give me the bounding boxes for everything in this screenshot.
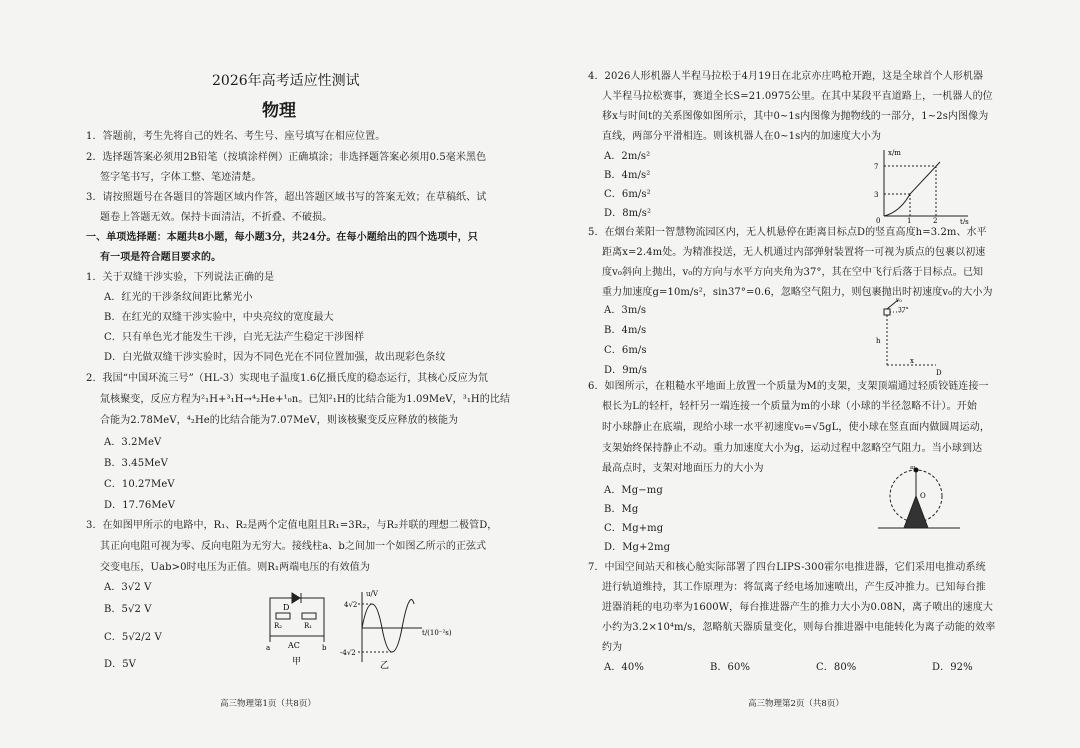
right-page <box>540 0 1080 748</box>
subject-title: 物理 <box>262 101 296 121</box>
option: B．4m/s <box>604 325 647 336</box>
page-footer: 高三物理第1页（共8页） <box>220 699 316 709</box>
question-stem: 移x与时间t的关系图像如图所示，其中0~1s内图像为抛物线的一部分，1~2s内图像为 <box>602 111 989 122</box>
question4-figure <box>870 146 978 224</box>
question-stem: 支架始终保持静止不动。重力加速度大小为g，运动过程中忽略空气阻力。当小球到达 <box>602 443 983 454</box>
question-stem: 根长为L的轻杆，轻杆另一端连接一个质量为m的小球（小球的半径忽略不计）。开始 <box>602 401 977 412</box>
tick-label: 7 <box>874 163 879 171</box>
instruction-line: 2．选择题答案必须用2B铅笔（按填涂样例）正确填涂；非选择题答案必须用0.5毫米黑色 <box>86 152 487 163</box>
terminal-b-label: b <box>322 644 327 652</box>
ac-source-label: AC <box>288 641 300 650</box>
option: B．Mg <box>604 504 639 515</box>
tick-label: 1 <box>907 217 912 224</box>
question-stem: 度v₀斜向上抛出，v₀的方向与水平方向夹角为37°，其在空中飞行后落于目标点。已知 <box>602 267 984 278</box>
figure-jia-label: 甲 <box>292 657 302 667</box>
instruction-line: 签字笔书写，字体工整、笔迹清楚。 <box>100 172 262 183</box>
option: C．6m/s <box>604 345 647 356</box>
question-stem: 其正向电阻可视为零、反向电阻为无穷大。接线柱a、b之间加一个如图乙所示的正弦式 <box>100 541 487 552</box>
page-footer: 高三物理第2页（共8页） <box>748 699 844 709</box>
terminal-a-label: a <box>266 644 271 652</box>
question-stem: 1．关于双缝干涉实验，下列说法正确的是 <box>86 272 275 283</box>
option: B．在红光的双缝干涉实验中，中央亮纹的宽度最大 <box>104 312 334 323</box>
question-stem: 人半程马拉松赛事，赛道全长S=21.0975公里。在其中某段平直道路上，一机器人的位 <box>602 91 993 102</box>
section-heading: 有一项是符合题目要求的。 <box>100 252 222 263</box>
option: D．5V <box>104 659 137 670</box>
question-stem: 小约为3.2×10⁴m/s，忽略航天器质量变化，则每台推进器中电能转化为离子动能的效率 <box>602 622 996 633</box>
option: A．3√2 V <box>104 582 152 593</box>
option: A．3.2MeV <box>104 437 162 448</box>
question-stem: 2．我国“中国环流三号”（HL-3）实现电子温度1.6亿摄氏度的稳态运行，其核心反应为氘 <box>86 373 488 384</box>
sine-graph <box>358 592 422 662</box>
question-stem: 距离x=2.4m处。为精准投送，无人机通过内部弹射装置将一可视为质点的包裹以初速 <box>602 247 986 258</box>
question-stem: 合能为2.78MeV，⁴₂He的比结合能为7.07MeV，则该核聚变反应释放的核能为 <box>100 415 459 426</box>
graph-x-label: t/s <box>960 218 969 224</box>
question-stem: 最高点时，支架对地面压力的大小为 <box>602 463 764 474</box>
m-label: m <box>910 466 916 471</box>
instruction-line: 题卷上答题无效。保持卡面清洁，不折叠、不破损。 <box>100 212 333 223</box>
question-stem: 时小球静止在底端，现给小球一水平初速度v₀=√5gL，使小球在竖直面内做圆周运动， <box>602 422 990 433</box>
r2-label: R₂ <box>274 622 283 630</box>
instruction-line: 1．答题前，考生先将自己的姓名、考生号、座号填写在相应位置。 <box>86 131 386 142</box>
option: C．6m/s² <box>604 189 651 200</box>
question-stem: 氚核聚变，反应方程为²₁H+³₁H→⁴₂He+¹₀n。已知²₁H的比结合能为1.09MeV，³₁H的比结 <box>100 394 511 405</box>
v0-label: v₀ <box>896 297 902 304</box>
option: C．10.27MeV <box>104 479 175 490</box>
option: C．80% <box>816 662 857 673</box>
tick-label: 3 <box>874 191 879 199</box>
diode-label: D <box>283 603 290 612</box>
option: B．4m/s² <box>604 170 651 181</box>
question-stem: 约为 <box>602 642 623 653</box>
question-stem: 7．中国空间站天和核心舱实际部署了四台LIPS-300霍尔电推进器，它们采用电推动系统 <box>588 562 986 573</box>
question-stem: 4．2026人形机器人半程马拉松于4月19日在北京亦庄鸣枪开跑，这是全球首个人形机器 <box>588 71 984 82</box>
instruction-line: 3．请按照题号在各题目的答题区域内作答，超出答题区域书写的答案无效；在草稿纸、试 <box>86 192 487 203</box>
option: D．92% <box>932 662 973 673</box>
graph-y-label: u/V <box>366 590 378 598</box>
option: A．3m/s <box>604 305 647 316</box>
question-stem: 重力加速度g=10m/s²，sin37°=0.6，忽略空气阻力，则包裹抛出时初速度v₀的大小为 <box>602 287 993 298</box>
option: D．9m/s <box>604 365 647 376</box>
question5-figure <box>870 295 950 377</box>
question-stem: 6．如图所示，在粗糙水平地面上放置一个质量为M的支架，支架顶端通过轻质铰链连接一 <box>588 381 989 392</box>
question-stem: 进器消耗的电功率为1600W，每台推进器产生的推力大小为0.08N，离子喷出的速度大 <box>602 602 993 613</box>
option: D．Mg+2mg <box>604 542 671 553</box>
o-label: O <box>920 492 926 500</box>
figure-yi-label: 乙 <box>380 661 390 670</box>
graph-y-label: x/m <box>888 149 901 157</box>
option: B．3.45MeV <box>104 458 168 469</box>
d-label: D <box>936 369 942 377</box>
option: D．白光做双缝干涉实验时，因为不同色光在不同位置加强，故出现彩色条纹 <box>104 352 446 363</box>
question-stem: 直线，两部分平滑相连。则该机器人在0~1s内的加速度大小为 <box>602 131 882 142</box>
option: C．Mg+mg <box>604 523 664 534</box>
question6-figure <box>870 466 968 538</box>
tick-label: 0 <box>876 217 881 224</box>
option: A．40% <box>604 662 644 673</box>
option: C．只有单色光才能发生干涉，白光无法产生稳定干涉图样 <box>104 332 365 343</box>
tick-label: 2 <box>933 217 938 224</box>
exam-title: 2026年高考适应性测试 <box>212 73 360 89</box>
question-stem: 3．在如图甲所示的电路中，R₁、R₂是两个定值电阻且R₁=3R₂，与R₂并联的理想二极管D， <box>86 520 498 531</box>
option: D．17.76MeV <box>104 500 176 511</box>
option: A．红光的干涉条纹间距比紫光小 <box>104 292 253 303</box>
option: C．5√2/2 V <box>104 632 162 643</box>
option: D．8m/s² <box>604 208 652 219</box>
option: A．2m/s² <box>604 151 651 162</box>
option: B．60% <box>710 662 751 673</box>
question-stem: 进行轨道维持，其工作原理为：将氙离子经电场加速喷出，产生反冲推力。已知每台推 <box>602 582 986 593</box>
graph-ymax-label: 4√2 <box>344 601 358 609</box>
h-label: h <box>876 337 881 345</box>
x-label: x <box>910 357 914 365</box>
option: B．5√2 V <box>104 604 152 615</box>
graph-x-label: t/(10⁻²s) <box>422 629 452 637</box>
section-heading: 一、单项选择题：本题共8小题，每小题3分，共24分。在每小题给出的四个选项中，只 <box>86 232 478 243</box>
question-stem: 交变电压，Uab>0时电压为正值。则R₁两端电压的有效值为 <box>100 562 370 573</box>
circuit-diagram <box>270 593 324 642</box>
question-stem: 5．在烟台莱阳一智慧物流园区内，无人机悬停在距离目标点D的竖直高度h=3.2m、水平 <box>588 227 987 238</box>
angle-label: 37° <box>898 307 909 314</box>
option: A．Mg−mg <box>604 485 663 496</box>
r1-label: R₁ <box>304 622 313 630</box>
graph-ymin-label: -4√2 <box>340 649 356 657</box>
question3-figure <box>262 588 462 670</box>
